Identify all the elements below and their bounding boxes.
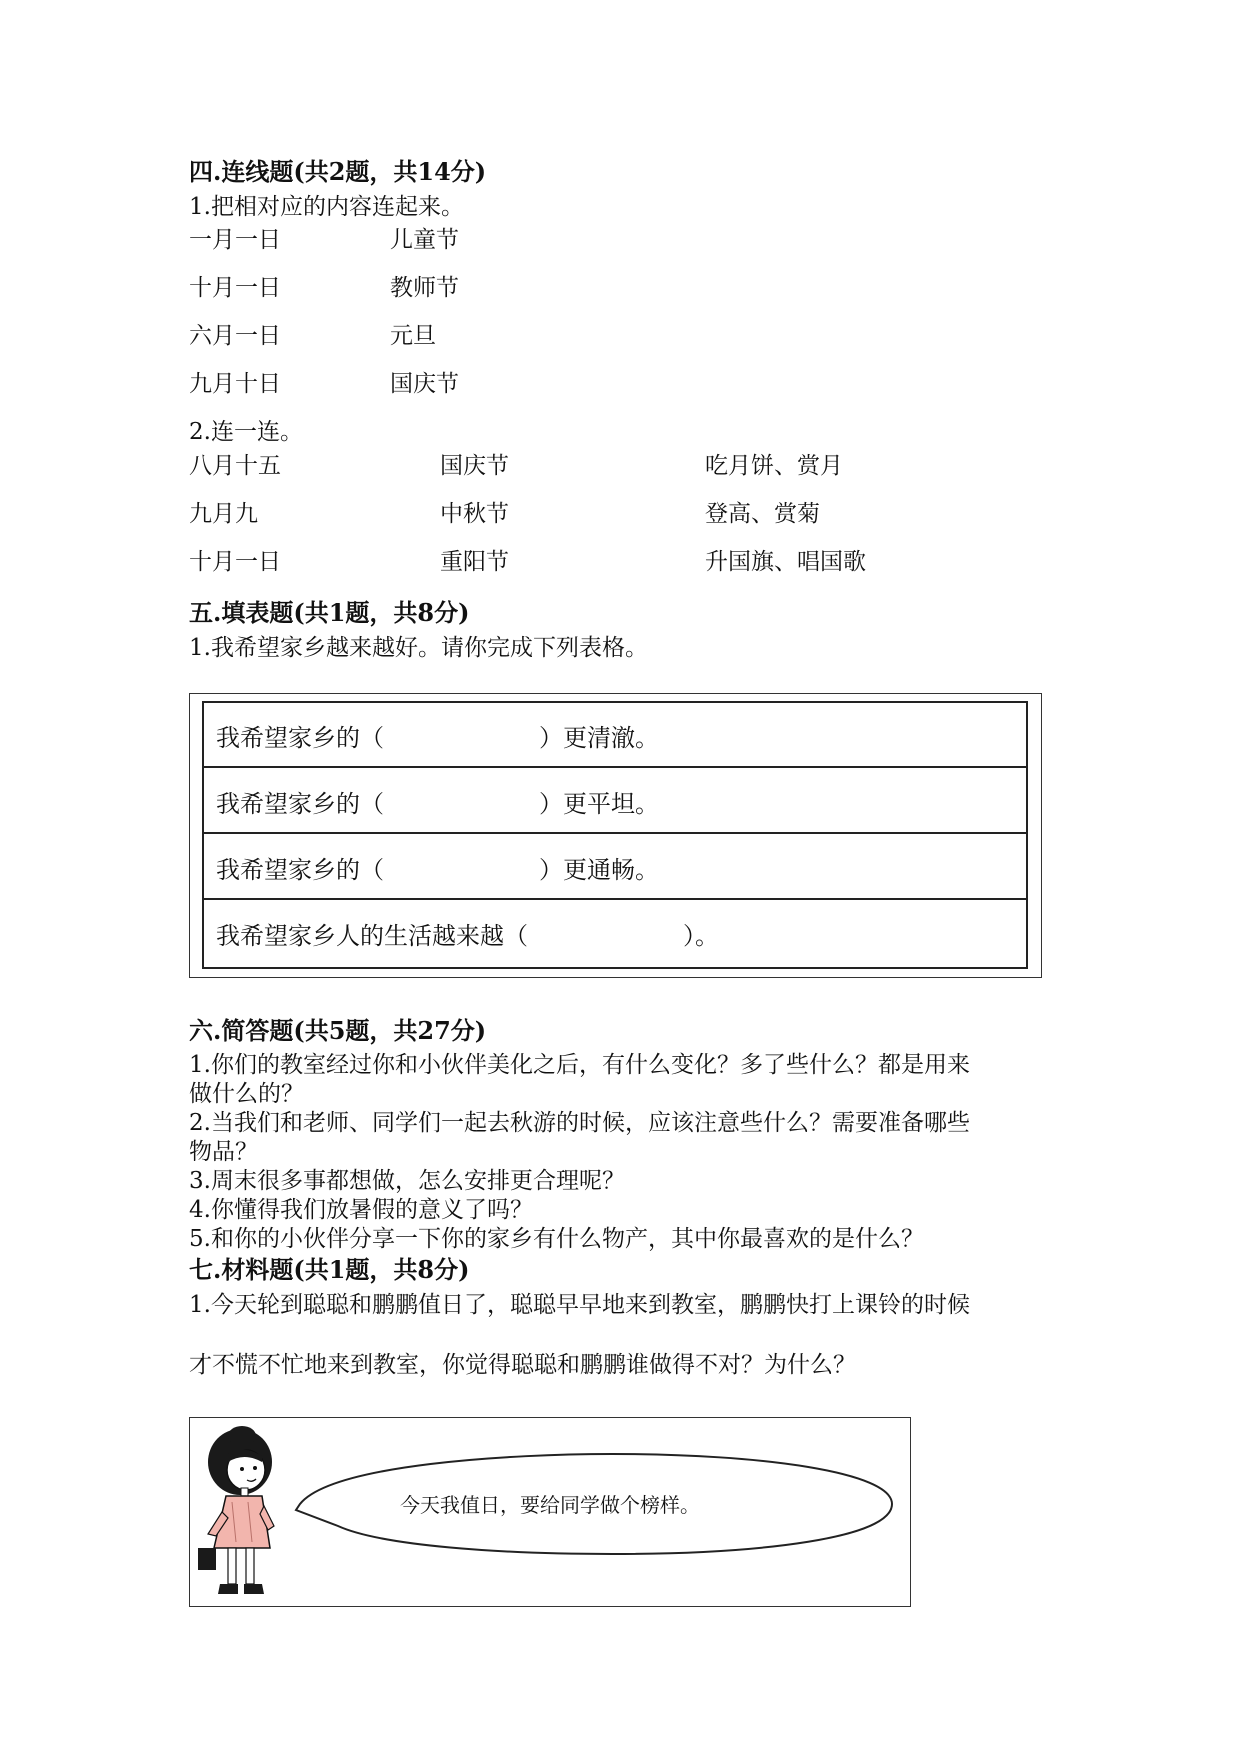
section-4-heading: 四.连线题(共2题，共14分) — [189, 157, 487, 186]
table-row-text: 我希望家乡人的生活越来越（ — [216, 922, 528, 950]
q2-col2-item: 国庆节 — [440, 453, 509, 479]
q2-prompt: 2.连一连。 — [189, 419, 303, 445]
section-5-prompt: 1.我希望家乡越来越好。请你完成下列表格。 — [189, 635, 648, 661]
q1-right-item: 教师节 — [390, 275, 459, 301]
material-line: 才不慌不忙地来到教室，你觉得聪聪和鹏鹏谁做得不对？为什么？ — [189, 1352, 856, 1378]
table-row — [216, 916, 719, 951]
table-row — [216, 718, 659, 753]
section-6-heading: 六.简答题(共5题，共27分) — [189, 1016, 487, 1045]
q1-left-item: 十月一日 — [189, 275, 281, 301]
q2-col2-item: 中秋节 — [440, 501, 509, 527]
q2-col3-item: 吃月饼、赏月 — [705, 453, 843, 479]
q1-left-item: 九月十日 — [189, 371, 281, 397]
q1-right-item: 儿童节 — [390, 227, 459, 253]
table-row — [216, 784, 659, 819]
question-line: 2.当我们和老师、同学们一起去秋游的时候，应该注意些什么？需要准备哪些 — [189, 1110, 970, 1136]
q1-right-item: 元旦 — [390, 323, 436, 349]
q2-col1-item: 九月九 — [189, 501, 258, 527]
q1-prompt: 1.把相对应的内容连起来。 — [189, 194, 464, 220]
table-row-text: 我希望家乡的（ — [216, 856, 384, 884]
q2-col2-item: 重阳节 — [440, 549, 509, 575]
question-line: 5.和你的小伙伴分享一下你的家乡有什么物产，其中你最喜欢的是什么？ — [189, 1226, 924, 1252]
question-line: 做什么的？ — [189, 1081, 304, 1107]
table-row-text: ）更通畅。 — [539, 856, 659, 884]
q2-col1-item: 十月一日 — [189, 549, 281, 575]
question-line: 物品？ — [189, 1139, 258, 1165]
question-line: 1.你们的教室经过你和小伙伴美化之后，有什么变化？多了些什么？都是用来 — [189, 1052, 970, 1078]
table-row-text: 我希望家乡的（ — [216, 724, 384, 752]
table-row-divider — [202, 832, 1028, 834]
q2-col1-item: 八月十五 — [189, 453, 281, 479]
table-row — [216, 850, 659, 885]
table-row-text: ）更平坦。 — [539, 790, 659, 818]
q2-col3-item: 登高、赏菊 — [705, 501, 820, 527]
section-5-heading: 五.填表题(共1题，共8分) — [189, 598, 470, 627]
q2-col3-item: 升国旗、唱国歌 — [705, 549, 866, 575]
table-row-text: 我希望家乡的（ — [216, 790, 384, 818]
question-line: 3.周末很多事都想做，怎么安排更合理呢？ — [189, 1168, 625, 1194]
table-row-text: ）更清澈。 — [539, 724, 659, 752]
table-row-divider — [202, 898, 1028, 900]
q1-left-item: 六月一日 — [189, 323, 281, 349]
q1-left-item: 一月一日 — [189, 227, 281, 253]
table-row-text: ）。 — [683, 922, 719, 950]
material-line: 1.今天轮到聪聪和鹏鹏值日了，聪聪早早地来到教室，鹏鹏快打上课铃的时候 — [189, 1292, 970, 1318]
speech-text: 今天我值日，要给同学做个榜样。 — [400, 1493, 700, 1517]
girl-illustration — [192, 1422, 292, 1604]
table-row-divider — [202, 766, 1028, 768]
question-line: 4.你懂得我们放暑假的意义了吗？ — [189, 1197, 533, 1223]
q1-right-item: 国庆节 — [390, 371, 459, 397]
section-7-heading: 七.材料题(共1题，共8分) — [189, 1255, 470, 1284]
